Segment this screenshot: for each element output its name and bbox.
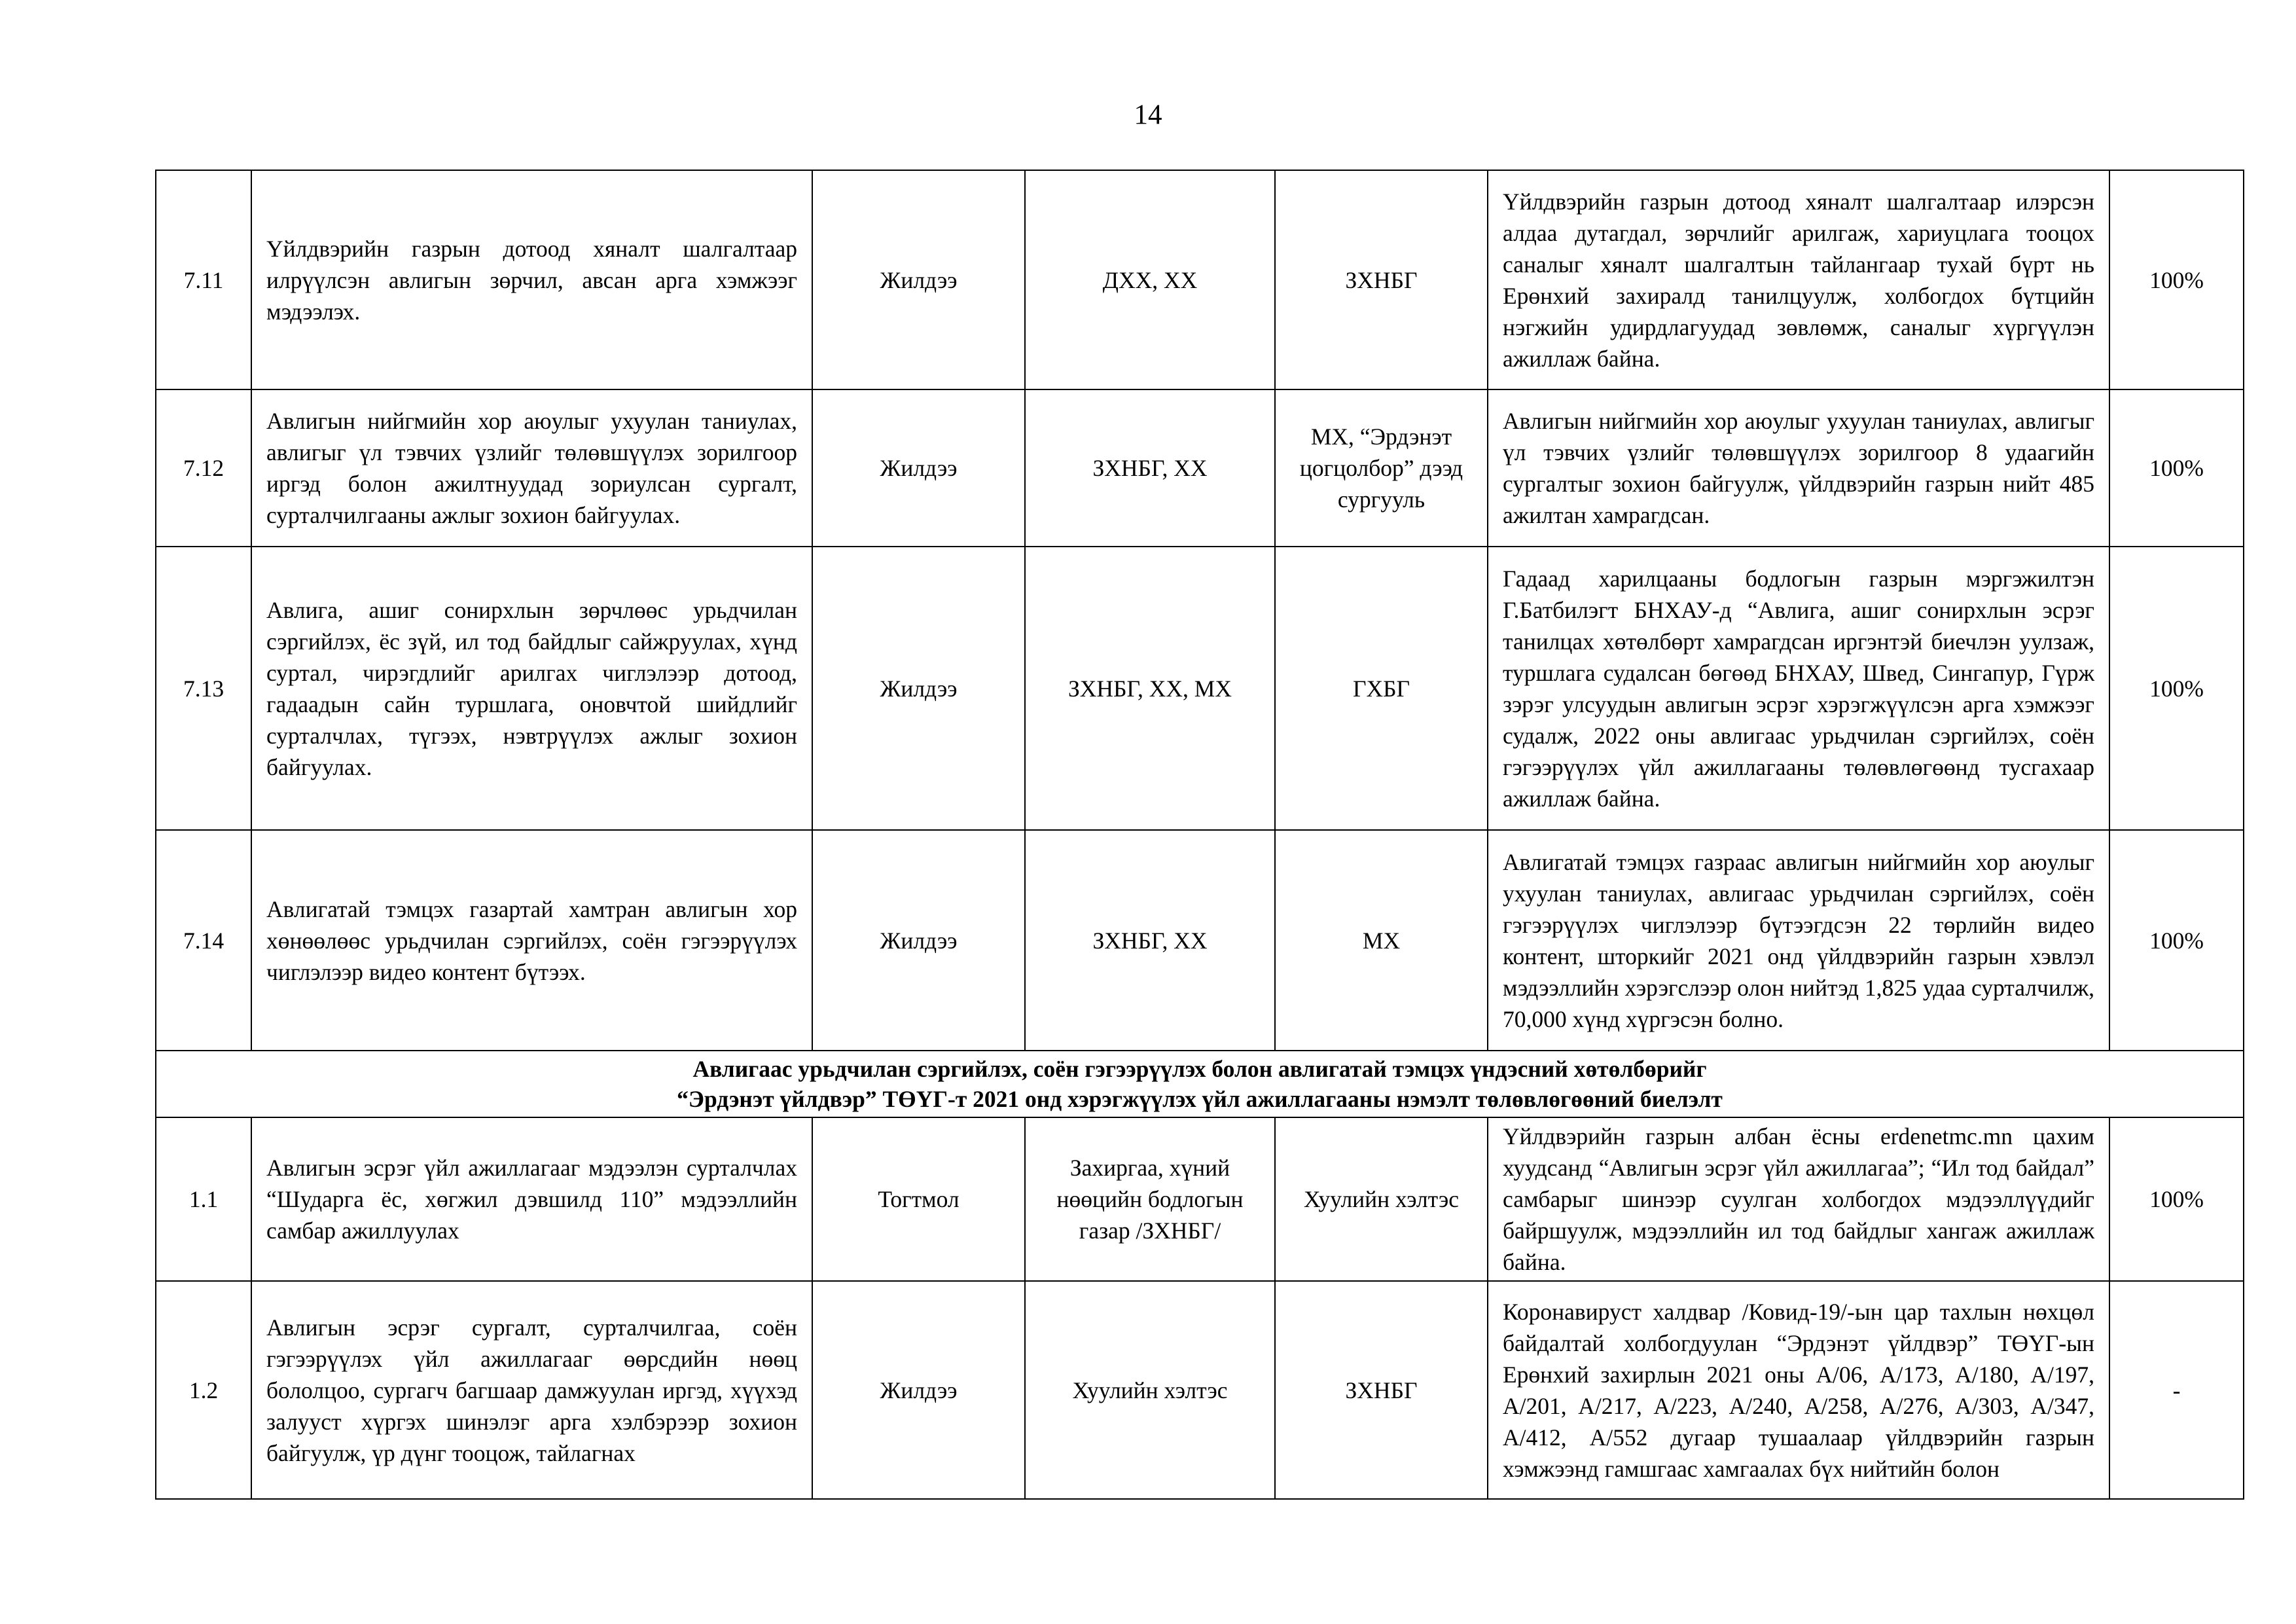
task-description: Авлига, ашиг сонирхлын зөрчлөөс урьдчилан сэргийлэх, ёс зүй, ил тод байдлыг сайжруулах, хүнд суртал, чирэгдлийг арилгах чиглэлээр дотоод, гадаадын сайн туршлага, оновчтой шийдлийг сурталчлах, түгээх, нэвтрүүлэх ажлыг зохион байгуулах. xyxy=(251,547,812,830)
section-header-row xyxy=(156,1051,2244,1117)
task-description: Авлигын эсрэг сургалт, сурталчилгаа, соён гэгээрүүлэх үйл ажиллагааг өөрсдийн нөөц бололцоо, сургагч багшаар дамжуулан иргэд, хүүхэд залууст хүргэх шинэлэг арга хэлбэрээр зохион байгуулж, үр дүнг тооцож, тайлагнах xyxy=(251,1281,812,1499)
completion-percent: 100% xyxy=(2109,547,2244,830)
implementation-result: Авлигатай тэмцэх газраас авлигын нийгмийн хор аюулыг ухуулан таниулах, авлигаас урьдчилан сэргийлэх, соён гэгээрүүлэх чиглэлээр бүтээгдсэн 22 төрлийн видео контент, шторкийг 2021 онд үйлдвэрийн газрын хэвлэл мэдээллийн хэрэгслээр олон нийтэд 1,825 удаа сурталчилж, 70,000 хүнд хүргэсэн болно. xyxy=(1488,830,2109,1051)
term: Тогтмол xyxy=(812,1117,1025,1281)
partner-unit: ЗХНБГ xyxy=(1275,1281,1488,1499)
term: Жилдээ xyxy=(812,1281,1025,1499)
task-description: Авлигын нийгмийн хор аюулыг ухуулан таниулах, авлигыг үл тэвчих үзлийг төлөвшүүлэх зорилгоор иргэд болон ажилтнуудад зориулсан сургалт, сурталчилгааны ажлыг зохион байгуулах. xyxy=(251,389,812,547)
table-row xyxy=(156,830,2244,1051)
implementation-result: Гадаад харилцааны бодлогын газрын мэргэжилтэн Г.Батбилэгт БНХАУ-д “Авлига, ашиг сонирхлын эсрэг танилцах хөтөлбөрт хамрагдсан иргэнтэй биечлэн уулзаж, туршлага судалсан бөгөөд БНХАУ, Швед, Сингапур, Гүрж зэрэг улсуудын авлигын эсрэг хэрэгжүүлсэн арга хэмжээг судалж, 2022 оны авлигаас урьдчилан сэргийлэх, соён гэгээрүүлэх үйл ажиллагааны төлөвлөгөөнд тусгахаар ажиллаж байна. xyxy=(1488,547,2109,830)
section-heading-line-2: “Эрдэнэт үйлдвэр” ТӨҮГ-т 2021 онд хэрэгжүүлэх үйл ажиллагааны нэмэлт төлөвлөгөөний биелэлт xyxy=(677,1086,1723,1112)
partner-unit: ЗХНБГ xyxy=(1275,170,1488,389)
implementation-result: Коронавируст халдвар /Ковид-19/-ын цар тахлын нөхцөл байдалтай холбогдуулан “Эрдэнэт үйлдвэр” ТӨҮГ-ын Ерөнхий захирлын 2021 оны А/06, А/173, А/180, А/197, А/201, А/217, А/223, А/240, А/258, А/276, А/303, А/347, А/412, А/552 дугаар тушаалаар үйлдвэрийн газрын хэмжээнд гамшгаас хамгаалах бүх нийтийн болон xyxy=(1488,1281,2109,1499)
task-description: Үйлдвэрийн газрын дотоод хяналт шалгалтаар илрүүлсэн авлигын зөрчил, авсан арга хэмжээг мэдээлэх. xyxy=(251,170,812,389)
row-number: 1.1 xyxy=(156,1117,251,1281)
term: Жилдээ xyxy=(812,547,1025,830)
responsible-unit: ЗХНБГ, ХХ xyxy=(1025,389,1275,547)
term: Жилдээ xyxy=(812,170,1025,389)
term: Жилдээ xyxy=(812,389,1025,547)
task-description: Авлигатай тэмцэх газартай хамтран авлигын хор хөнөөлөөс урьдчилан сэргийлэх, соён гэгээрүүлэх чиглэлээр видео контент бүтээх. xyxy=(251,830,812,1051)
implementation-result: Үйлдвэрийн газрын албан ёсны erdenetmc.mn цахим хуудсанд “Авлигын эсрэг үйл ажиллагаа”; “Ил тод байдал” самбарыг шинээр суулган холбогдох мэдээллүүдийг байршуулж, мэдээллийн ил тод байдлыг хангаж ажиллаж байна. xyxy=(1488,1117,2109,1281)
completion-percent: 100% xyxy=(2109,1117,2244,1281)
responsible-unit: ДХХ, ХХ xyxy=(1025,170,1275,389)
row-number: 7.14 xyxy=(156,830,251,1051)
section-heading xyxy=(156,1051,2244,1117)
completion-percent: 100% xyxy=(2109,389,2244,547)
row-number: 7.12 xyxy=(156,389,251,547)
table-row xyxy=(156,1117,2244,1281)
partner-unit: МХ xyxy=(1275,830,1488,1051)
responsible-unit: Хуулийн хэлтэс xyxy=(1025,1281,1275,1499)
completion-percent: 100% xyxy=(2109,830,2244,1051)
responsible-unit: ЗХНБГ, ХХ xyxy=(1025,830,1275,1051)
partner-unit: ГХБГ xyxy=(1275,547,1488,830)
page-number: 14 xyxy=(1134,99,1162,130)
task-description: Авлигын эсрэг үйл ажиллагааг мэдээлэн сурталчлах “Шударга ёс, хөгжил дэвшилд 110” мэдээллийн самбар ажиллуулах xyxy=(251,1117,812,1281)
table-row xyxy=(156,547,2244,830)
action-plan-table xyxy=(155,170,2244,1500)
responsible-unit: Захиргаа, хүний нөөцийн бодлогын газар /ЗХНБГ/ xyxy=(1025,1117,1275,1281)
row-number: 1.2 xyxy=(156,1281,251,1499)
implementation-result: Үйлдвэрийн газрын дотоод хяналт шалгалтаар илэрсэн алдаа дутагдал, зөрчлийг арилгаж, хариуцлага тооцох саналыг хяналт шалгалтын тайлангаар тухай бүрт нь Ерөнхий захиралд танилцуулж, холбогдох бүтцийн нэгжийн удирдлагуудад зөвлөмж, саналыг хүргүүлэн ажиллаж байна. xyxy=(1488,170,2109,389)
partner-unit: МХ, “Эрдэнэт цогцолбор” дээд сургууль xyxy=(1275,389,1488,547)
table-row xyxy=(156,389,2244,547)
row-number: 7.11 xyxy=(156,170,251,389)
term: Жилдээ xyxy=(812,830,1025,1051)
section-heading-line-1: Авлигаас урьдчилан сэргийлэх, соён гэгээрүүлэх болон авлигатай тэмцэх үндэсний хөтөлбөрийг xyxy=(692,1056,1707,1082)
table-row xyxy=(156,1281,2244,1499)
completion-percent: - xyxy=(2109,1281,2244,1499)
partner-unit: Хуулийн хэлтэс xyxy=(1275,1117,1488,1281)
completion-percent: 100% xyxy=(2109,170,2244,389)
implementation-result: Авлигын нийгмийн хор аюулыг ухуулан таниулах, авлигыг үл тэвчих үзлийг төлөвшүүлэх зорилгоор 8 удаагийн сургалтыг зохион байгуулж, үйлдвэрийн газрын нийт 485 ажилтан хамрагдсан. xyxy=(1488,389,2109,547)
responsible-unit: ЗХНБГ, ХХ, МХ xyxy=(1025,547,1275,830)
row-number: 7.13 xyxy=(156,547,251,830)
table-row xyxy=(156,170,2244,389)
